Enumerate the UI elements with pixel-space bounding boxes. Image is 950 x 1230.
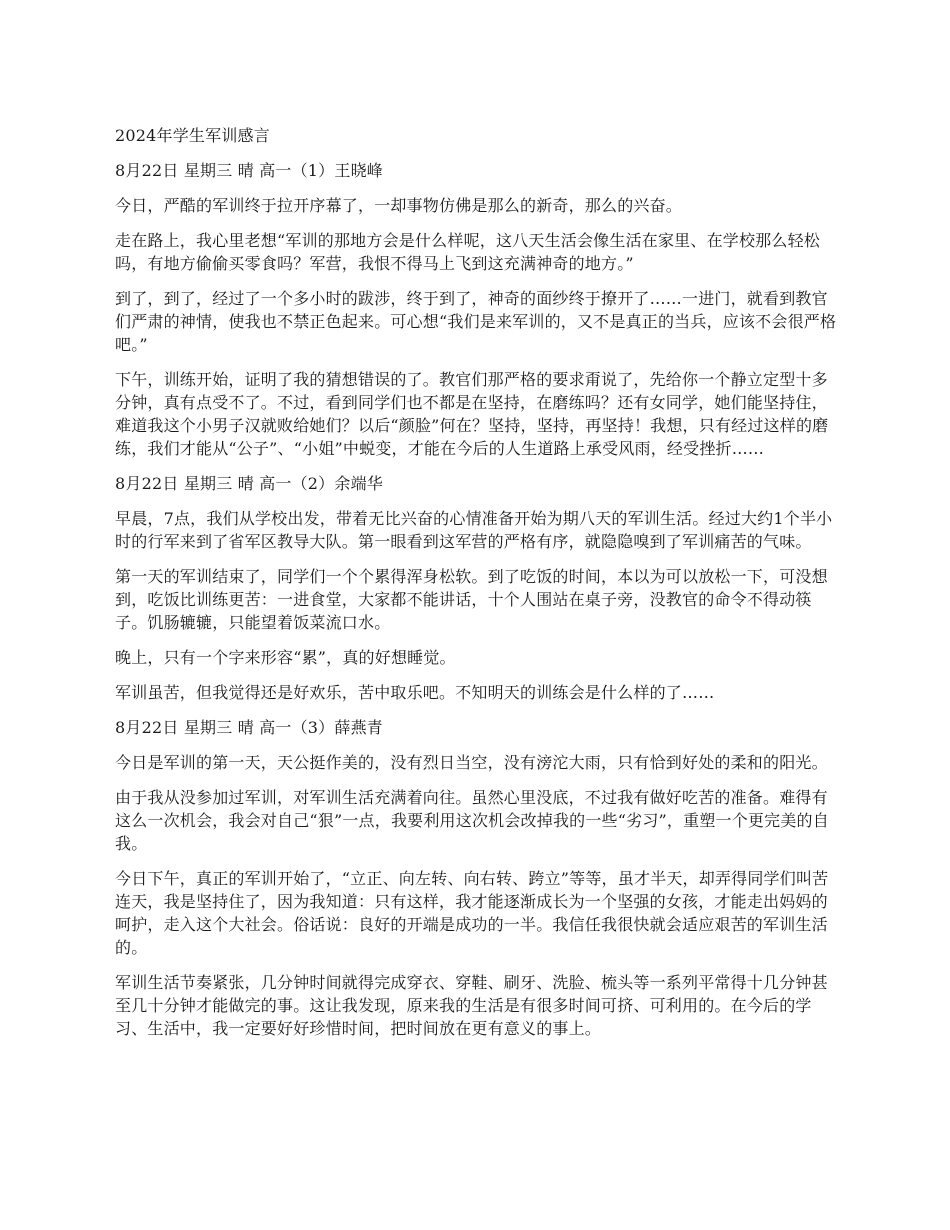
paragraph: 到了，到了，经过了一个多小时的跋涉，终于到了，神奇的面纱终于撩开了……一进门，就看到教官们严肃的神情，使我也不禁正色起来。可心想“我们是来军训的，又不是真正的当兵，应该不会很严格吧。” bbox=[115, 289, 837, 354]
paragraph: 早晨，7点，我们从学校出发，带着无比兴奋的心情准备开始为期八天的军训生活。经过大约1个半小时的行军来到了省军区教导大队。第一眼看到这军营的严格有序，就隐隐嗅到了军训痛苦的气味。 bbox=[115, 509, 833, 551]
diary-heading-2: 8月22日 星期三 晴 高一（2）余端华 bbox=[115, 474, 383, 493]
paragraph: 下午，训练开始，证明了我的猜想错误的了。教官们那严格的要求甭说了，先给你一个静立定型十多分钟，真有点受不了。不过，看到同学们也不都是在坚持，在磨练吗？还有女同学，她们能坚持住，难道我这个小男子汉就败给她们？以后“颜脸”何在？坚持，坚持，再坚持！我想，只有经过这样的磨练，我们才能从“公子”、“小姐”中蜕变，才能在今后的人生道路上承受风雨，经受挫折…… bbox=[115, 370, 829, 458]
document-body bbox=[115, 124, 837, 1052]
paragraph: 军训虽苦，但我觉得还是好欢乐，苦中取乐吧。不知明天的训练会是什么样的了…… bbox=[115, 683, 715, 702]
paragraph: 今日是军训的第一天，天公挺作美的，没有烈日当空，没有滂沱大雨，只有恰到好处的柔和的阳光。 bbox=[115, 753, 828, 772]
paragraph: 第一天的军训结束了，同学们一个个累得浑身松软。到了吃饭的时间，本以为可以放松一下，可没想到，吃饭比训练更苦：一进食堂，大家都不能讲话，十个人围站在桌子旁，没教官的命令不得动筷子。饥肠辘辘，只能望着饭菜流口水。 bbox=[115, 567, 828, 632]
paragraph: 军训生活节奏紧张，几分钟时间就得完成穿衣、穿鞋、刷牙、洗脸、梳头等一系列平常得十几分钟甚至几十分钟才能做完的事。这让我发现，原来我的生活是有很多时间可挤、可利用的。在今后的学习、生活中，我一定要好好珍惜时间，把时间放在更有意义的事上。 bbox=[115, 973, 828, 1038]
paragraph: 今日，严酷的军训终于拉开序幕了，一却事物仿佛是那么的新奇，那么的兴奋。 bbox=[115, 196, 683, 215]
paragraph: 走在路上，我心里老想“军训的那地方会是什么样呢，这八天生活会像生活在家里、在学校那么轻松吗，有地方偷偷买零食吗？军营，我恨不得马上飞到这充满神奇的地方。” bbox=[115, 231, 820, 273]
paragraph: 今日下午，真正的军训开始了，“立正、向左转、向右转、跨立”等等，虽才半天，却弄得同学们叫苦连天，我是坚持住了，因为我知道：只有这样，我才能逐渐成长为一个坚强的女孩，才能走出妈妈的呵护，走入这个大社会。俗话说：良好的开端是成功的一半。我信任我很快就会适应艰苦的军训生活的。 bbox=[115, 869, 829, 957]
paragraph: 晚上，只有一个字来形容“累”，真的好想睡觉。 bbox=[115, 648, 456, 667]
document-title: 2024年学生军训感言 bbox=[115, 126, 270, 145]
paragraph: 由于我从没参加过军训，对军训生活充满着向往。虽然心里没底，不过我有做好吃苦的准备。难得有这么一次机会，我会对自己“狠”一点，我要利用这次机会改掉我的一些“劣习”，重塑一个更完美的自我。 bbox=[115, 788, 829, 853]
diary-heading-1: 8月22日 星期三 晴 高一（1）王晓峰 bbox=[115, 161, 383, 180]
diary-heading-3: 8月22日 星期三 晴 高一（3）薛燕青 bbox=[115, 718, 383, 737]
